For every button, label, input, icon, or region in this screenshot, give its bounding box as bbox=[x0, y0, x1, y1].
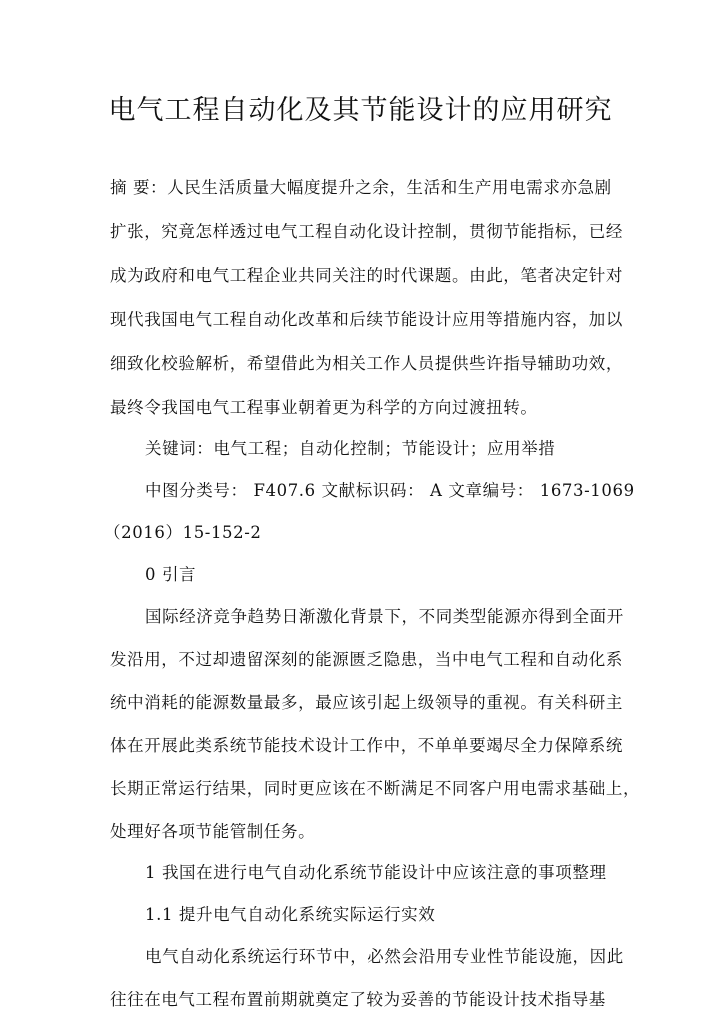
keywords: 关键词：电气工程；自动化控制；节能设计；应用举措 bbox=[145, 439, 556, 458]
document-title: 电气工程自动化及其节能设计的应用研究 bbox=[108, 95, 613, 126]
abstract-line: 细致化校验解析，希望借此为相关工作人员提供些许指导辅助功效， bbox=[110, 354, 623, 373]
classification-line: 中图分类号： F407.6 文献标识码： A 文章编号： 1673-1069 bbox=[145, 481, 635, 500]
classification-line-cont: （2016）15-152-2 bbox=[104, 523, 262, 542]
intro-line: 体在开展此类系统节能技术设计工作中，不单单要竭尽全力保障系统 bbox=[110, 736, 623, 755]
section-heading-1-1: 1.1 提升电气自动化系统实际运行实效 bbox=[145, 905, 436, 924]
body-line: 往往在电气工程布置前期就奠定了较为妥善的节能设计技术指导基 bbox=[110, 990, 606, 1009]
abstract-line: 扩张，究竟怎样透过电气工程自动化设计控制，贯彻节能指标，已经 bbox=[110, 222, 623, 241]
body-line: 电气自动化系统运行环节中，必然会沿用专业性节能设施，因此 bbox=[145, 947, 624, 966]
section-heading-intro: 0 引言 bbox=[145, 565, 197, 584]
abstract-line: 摘 要：人民生活质量大幅度提升之余，生活和生产用电需求亦急剧 bbox=[110, 178, 612, 197]
intro-line: 统中消耗的能源数量最多，最应该引起上级领导的重视。有关科研主 bbox=[110, 693, 623, 712]
abstract-line: 现代我国电气工程自动化改革和后续节能设计应用等措施内容，加以 bbox=[110, 310, 623, 329]
section-heading-1: 1 我国在进行电气自动化系统节能设计中应该注意的事项整理 bbox=[145, 863, 607, 882]
intro-line: 长期正常运行结果，同时更应该在不断满足不同客户用电需求基础上， bbox=[110, 779, 641, 798]
intro-line: 处理好各项节能管制任务。 bbox=[110, 822, 316, 841]
intro-line: 国际经济竞争趋势日渐激化背景下，不同类型能源亦得到全面开 bbox=[145, 607, 624, 626]
abstract-line: 最终令我国电气工程事业朝着更为科学的方向过渡扭转。 bbox=[110, 398, 538, 417]
intro-line: 发沿用，不过却遗留深刻的能源匮乏隐患，当中电气工程和自动化系 bbox=[110, 650, 623, 669]
abstract-line: 成为政府和电气工程企业共同关注的时代课题。由此，笔者决定针对 bbox=[110, 266, 623, 285]
